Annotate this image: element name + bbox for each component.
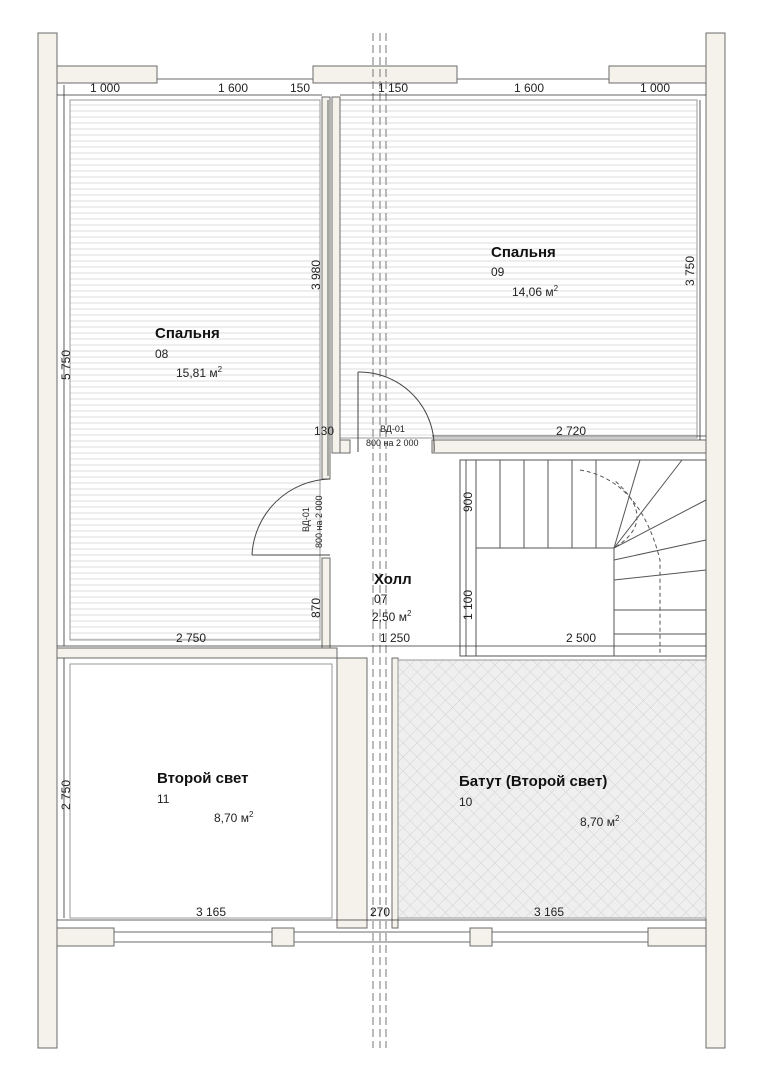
door1-size: 800 на 2 000 — [314, 495, 324, 548]
dim-bottom-1: 3 165 — [196, 905, 227, 919]
room-11-number: 11 — [157, 792, 170, 806]
dim-top-right-2: 1 600 — [514, 81, 545, 95]
dim-left-height: 5 750 — [59, 349, 73, 380]
room-07-number: 07 — [374, 592, 388, 606]
room-11-name: Второй свет — [157, 770, 249, 787]
door1-code: ВД-01 — [301, 507, 311, 532]
room-09-floor — [340, 100, 697, 438]
room-10-number: 10 — [459, 795, 473, 809]
dim-door-offset: 130 — [314, 424, 335, 438]
room-10-area: 8,70 $м^2$ — [580, 814, 620, 829]
room-11-area: 8,70 $м^2$ — [214, 810, 254, 825]
room-07-area: 2,50 $м^2$ — [372, 609, 412, 624]
room-11-floor — [70, 664, 332, 918]
room-09-name: Спальня — [491, 244, 556, 261]
dim-bedroom09-width: 2 720 — [556, 424, 587, 438]
room-08-number: 08 — [155, 347, 169, 361]
room-07-label — [372, 571, 412, 624]
room-07-name: Холл — [374, 571, 412, 588]
dim-bottom-3: 3 165 — [534, 905, 565, 919]
room-08-area: 15,81 $м^2$ — [176, 365, 223, 380]
room-09-number: 09 — [491, 265, 505, 279]
room-09-area: 14,06 $м^2$ — [512, 284, 559, 299]
dim-top-left-2: 1 600 — [218, 81, 249, 95]
dim-mid-2: 1 250 — [380, 631, 411, 645]
dim-top-right-1: 1 150 — [378, 81, 409, 95]
dim-top-left-1: 1 000 — [90, 81, 121, 95]
door2-code: ВД-01 — [380, 424, 405, 434]
dim-hall-870: 870 — [309, 597, 323, 618]
room-10-name: Батут (Второй свет) — [459, 773, 608, 790]
dim-top-left-3: 150 — [290, 81, 311, 95]
staircase — [460, 460, 706, 656]
dim-stair-1100: 1 100 — [461, 589, 475, 620]
dim-mid-1: 2 750 — [176, 631, 207, 645]
dim-bedroom09-height: 3 750 — [683, 255, 697, 286]
room-08-name: Спальня — [155, 325, 220, 342]
door2-size: 800 на 2 000 — [366, 438, 419, 448]
dim-mid-3: 2 500 — [566, 631, 597, 645]
dim-top-right-3: 1 000 — [640, 81, 671, 95]
dim-stair-900: 900 — [461, 491, 475, 512]
dim-lower-height: 2 750 — [59, 779, 73, 810]
dim-bottom-2: 270 — [370, 905, 391, 919]
dim-bedroom08-wall: 3 980 — [309, 259, 323, 290]
